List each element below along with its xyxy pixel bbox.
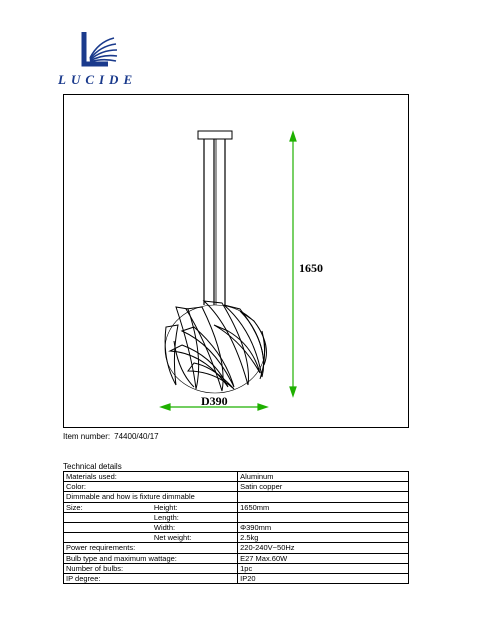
diameter-label: D390 — [201, 394, 228, 408]
table-row — [64, 533, 409, 543]
spec-value: Satin copper — [238, 482, 409, 492]
spec-sublabel: Width: — [152, 522, 238, 532]
height-label: 1650 — [299, 261, 323, 275]
lamp-drawing — [64, 95, 410, 429]
spec-label: Number of bulbs: — [64, 563, 238, 573]
spec-label: Dimmable and how is fixture dimmable — [64, 492, 238, 502]
spec-sublabel: Length: — [152, 512, 238, 522]
spec-value — [238, 512, 409, 522]
brand-name: LUCIDE — [58, 72, 138, 87]
lucide-logo-icon — [78, 28, 118, 70]
spec-value: 2.5kg — [238, 533, 409, 543]
item-number — [63, 432, 163, 441]
spec-label: Color: — [64, 482, 238, 492]
spec-label: IP degree: — [64, 573, 238, 583]
item-number-value: 74400/40/17 — [114, 432, 159, 441]
spec-label: Materials used: — [64, 472, 238, 482]
spec-label: Size: — [64, 502, 152, 512]
spec-label — [64, 512, 152, 522]
table-row — [64, 512, 409, 522]
table-row — [64, 472, 409, 482]
technical-drawing — [63, 94, 409, 428]
spec-sublabel: Net weight: — [152, 533, 238, 543]
table-row — [64, 553, 409, 563]
spec-label: Power requirements: — [64, 543, 238, 553]
table-row — [64, 502, 409, 512]
table-row — [64, 573, 409, 583]
table-row — [64, 492, 409, 502]
spec-sublabel: Height: — [152, 502, 238, 512]
spec-label — [64, 533, 152, 543]
spec-value: 220-240V~50Hz — [238, 543, 409, 553]
spec-value: IP20 — [238, 573, 409, 583]
item-number-label: Item number: — [63, 432, 111, 441]
table-row — [64, 543, 409, 553]
height-dimension-arrow — [290, 132, 296, 396]
brand-logo — [58, 28, 148, 88]
table-row — [64, 522, 409, 532]
spec-value: 1650mm — [238, 502, 409, 512]
table-row — [64, 563, 409, 573]
spec-label: Bulb type and maximum wattage: — [64, 553, 238, 563]
spec-value: E27 Max.60W — [238, 553, 409, 563]
spec-value — [238, 492, 409, 502]
spec-value: Φ390mm — [238, 522, 409, 532]
spec-label — [64, 522, 152, 532]
table-row — [64, 482, 409, 492]
technical-details-table — [63, 471, 409, 584]
spec-value: Aluminum — [238, 472, 409, 482]
technical-details-title: Technical details — [63, 462, 122, 471]
spec-value: 1pc — [238, 563, 409, 573]
